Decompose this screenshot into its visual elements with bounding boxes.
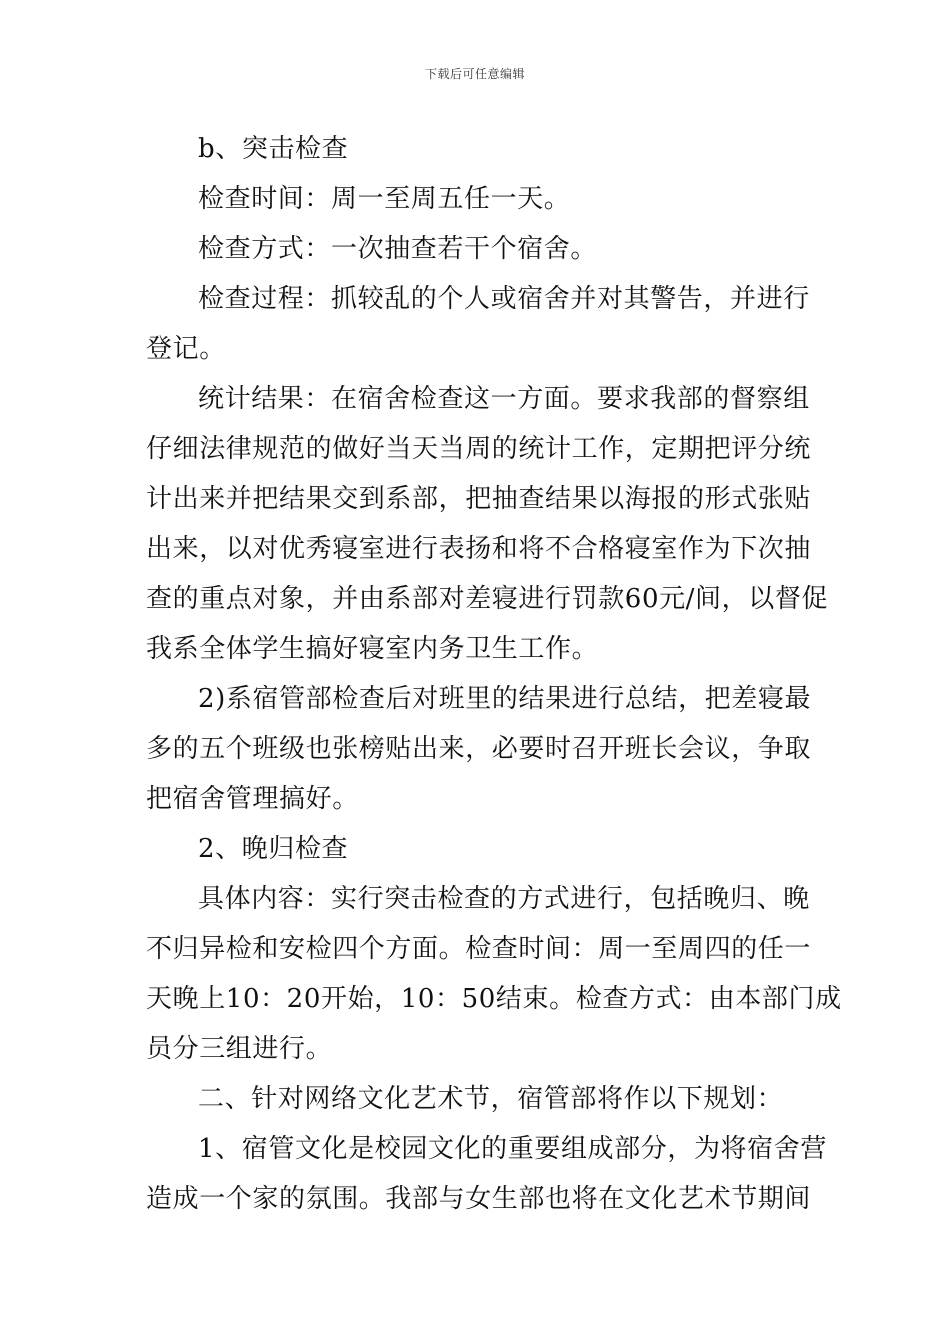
text-line-10: 查的重点对象，并由系部对差寝进行罚款60元/间，以督促 xyxy=(146,584,829,614)
text-line-22: 造成一个家的氛围。我部与女生部也将在文化艺术节期间 xyxy=(146,1184,812,1214)
text-line-14: 把宿舍管理搞好。 xyxy=(146,784,359,814)
text-line-13: 多的五个班级也张榜贴出来，必要时召开班长会议，争取 xyxy=(146,734,812,764)
text-line-18: 天晚上10：20开始，10：50结束。检查方式：由本部门成 xyxy=(146,984,842,1014)
text-line-11: 我系全体学生搞好寝室内务卫生工作。 xyxy=(146,634,599,664)
text-line-12: 2)系宿管部检查后对班里的结果进行总结，把差寝最 xyxy=(198,684,812,714)
text-line-4: 检查过程：抓较乱的个人或宿舍并对其警告，并进行 xyxy=(198,284,810,314)
document-body xyxy=(146,124,842,1224)
text-line-15: 2、晚归检查 xyxy=(198,834,349,864)
text-line-5: 登记。 xyxy=(146,334,226,364)
text-line-8: 计出来并把结果交到系部，把抽查结果以海报的形式张贴 xyxy=(146,484,812,514)
text-line-7: 仔细法律规范的做好当天当周的统计工作，定期把评分统 xyxy=(146,434,812,464)
text-line-20: 二、针对网络文化艺术节，宿管部将作以下规划： xyxy=(198,1084,784,1114)
text-line-9: 出来，以对优秀寝室进行表扬和将不合格寝室作为下次抽 xyxy=(146,534,812,564)
text-line-2: 检查时间：周一至周五任一天。 xyxy=(198,184,571,214)
text-line-21: 1、宿管文化是校园文化的重要组成部分，为将宿舍营 xyxy=(198,1134,827,1164)
page-header: 下载后可任意编辑 xyxy=(424,67,525,81)
text-line-6: 统计结果：在宿舍检查这一方面。要求我部的督察组 xyxy=(198,384,810,414)
text-line-1: b、突击检查 xyxy=(198,134,349,164)
text-line-17: 不归异检和安检四个方面。检查时间：周一至周四的任一 xyxy=(146,934,812,964)
text-line-19: 员分三组进行。 xyxy=(146,1034,333,1064)
text-line-16: 具体内容：实行突击检查的方式进行，包括晚归、晚 xyxy=(198,884,810,914)
text-line-3: 检查方式：一次抽查若干个宿舍。 xyxy=(198,234,598,264)
